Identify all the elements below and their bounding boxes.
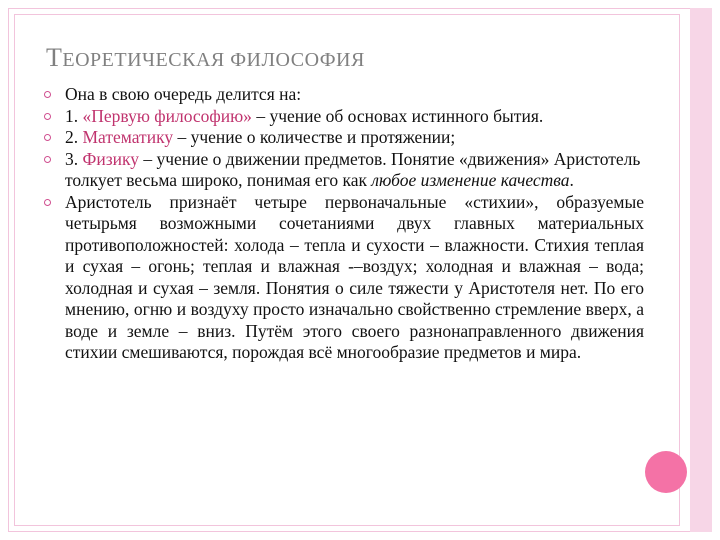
slide-frame-side-band xyxy=(690,8,712,532)
title-first-letter: Т xyxy=(46,43,63,72)
bullet-item-2 xyxy=(44,106,644,128)
bullet-1-text: Она в свою очередь делится на: xyxy=(65,84,302,104)
bullet-item-3 xyxy=(44,127,644,149)
decorative-pink-circle xyxy=(645,451,687,493)
bullet-2-rest: – учение об основах истинного бытия. xyxy=(251,105,544,126)
bullet-3-number: 2. xyxy=(65,127,83,147)
circle-bullet-icon xyxy=(44,113,51,120)
circle-bullet-icon xyxy=(44,134,51,141)
bullet-4-number: 3. xyxy=(65,148,83,169)
bullet-4-italic: любое изменение качества xyxy=(371,170,570,190)
bullet-4-highlight: Физику xyxy=(82,148,139,169)
circle-bullet-icon xyxy=(44,91,51,98)
bullet-list xyxy=(44,84,644,364)
circle-bullet-icon xyxy=(44,199,51,206)
title-rest: ЕОРЕТИЧЕСКАЯ ФИЛОСОФИЯ xyxy=(62,49,365,71)
slide-title xyxy=(46,43,365,73)
bullet-3-highlight: Математику xyxy=(82,127,174,147)
bullet-item-1 xyxy=(44,84,644,106)
bullet-4-rest: – учение о движении предметов. Понятие «движения» Аристотель толкует весьма широко, понимая его как xyxy=(65,148,641,190)
circle-bullet-icon xyxy=(44,156,51,163)
bullet-item-5 xyxy=(44,192,644,364)
bullet-5-text: Аристотель признаёт четыре первоначальные «стихии», образуемые четырьмя возможными сочетаниями двух главных материальных противоположностей: холода – тепла и сухости – влажности. Стихия теплая и сухая – огонь; теплая и влажная -–воздух; холодная и влажная – вода; холодная и сухая – земля. Понятия о силе тяжести у Аристотеля нет. По его мнению, огню и воздуху просто изначально свойственно стремление вверх, а воде и земле – вниз. Путём этого своего разнонаправленного движения стихии смешиваются, порождая всё многообразие предметов и мира. xyxy=(65,191,644,362)
bullet-2-highlight: «Первую философию» xyxy=(82,105,252,126)
bullet-3-rest: – учение о количестве и протяжении; xyxy=(173,127,456,147)
bullet-2-number: 1. xyxy=(65,105,83,126)
bullet-item-4 xyxy=(44,149,644,192)
bullet-4-end: . xyxy=(569,170,574,190)
